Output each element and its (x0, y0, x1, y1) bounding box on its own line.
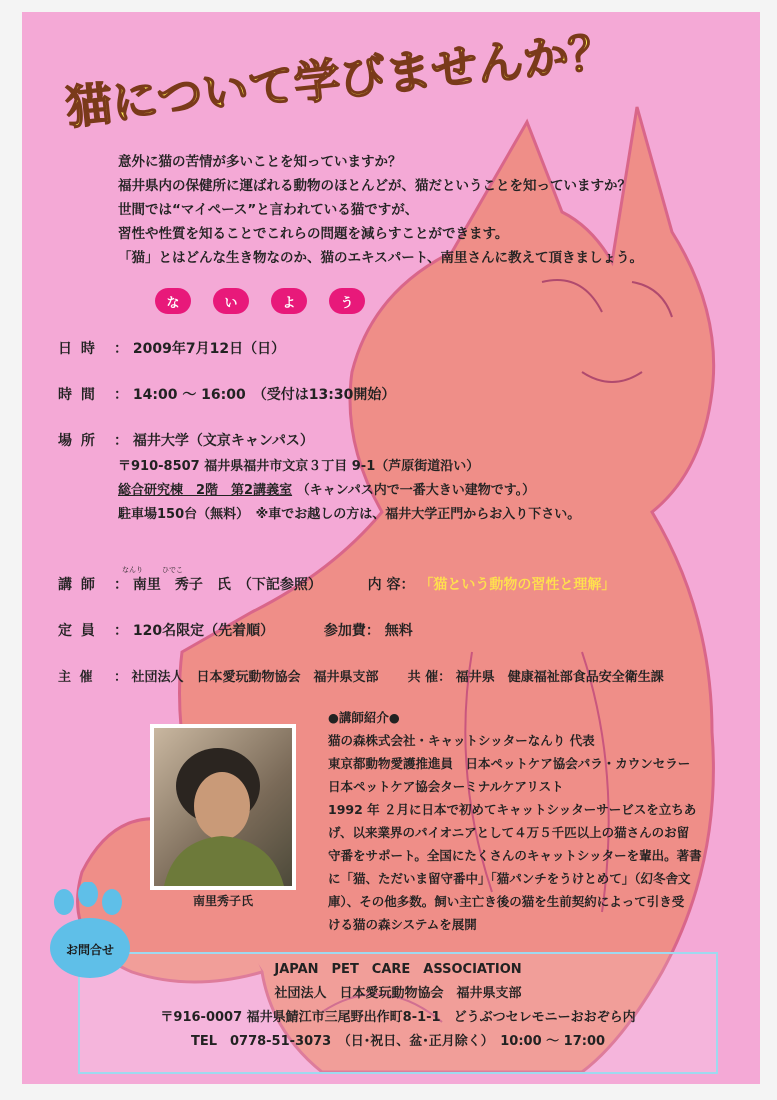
page-title (22, 12, 760, 162)
bio-line: 東京都動物愛護推進員 日本ペットケア協会パラ・カウンセラー (328, 756, 691, 771)
intro-line: 「猫」とはどんな生き物なのか、猫のエキスパート、南里さんに教えて頂きましょう。 (118, 250, 644, 266)
intro-line: 習性や性質を知ることでこれらの問題を減らすことができます。 (118, 226, 509, 242)
lecturer-row: 講 師 ： 南里 秀子 氏 （下記参照） 内 容： 「猫という動物の習性と理解」 (58, 574, 615, 594)
heading-tag: う (329, 288, 365, 314)
lecturer-bio (328, 706, 748, 936)
bio-line: 守番をサポート。全国にたくさんのキャットシッターを輩出。著書 (328, 848, 702, 863)
place-address: 〒910-8507 福井県福井市文京３丁目 9-1（芦原街道沿い） (118, 459, 480, 474)
lecturer-ruby: なんり (122, 566, 143, 574)
title-text: 猫について学びませんか？ (63, 23, 618, 135)
heading-tag: な (155, 288, 191, 314)
lecturer-photo (150, 724, 296, 890)
date-label: 日 時 (58, 341, 97, 357)
contact-address: 〒916-0007 福井県鯖江市三尾野出作町8-1-1 どうぶつセレモニーおおぞら内 (160, 1010, 636, 1025)
contact-org-jp: 社団法人 日本愛玩動物協会 福井県支部 (274, 986, 522, 1001)
place-label: 場 所 (58, 433, 97, 449)
flyer-page (22, 12, 760, 1084)
place-row: 場 所 ： 福井大学（文京キャンパス） (58, 430, 314, 450)
fee-label: 参加費 (323, 623, 366, 639)
portrait-drawing (154, 728, 292, 886)
intro-line: 意外に猫の苦情が多いことを知っていますか？ (118, 154, 402, 170)
heading-tag: よ (271, 288, 307, 314)
capacity-value: 120名限定（先着順） (132, 623, 275, 639)
contact-phone: TEL 0778-51-3073 （日･祝日、盆･正月除く） 10:00 ～ 17:00 (190, 1034, 606, 1049)
bio-line: ける猫の森システムを展開 (328, 917, 477, 932)
place-building-row (118, 479, 535, 498)
lecturer-value: 南里 秀子 氏 （下記参照） (132, 577, 322, 593)
cosponsor-value: 福井県 健康福祉部食品安全衛生課 (455, 670, 664, 685)
bio-line: 猫の森株式会社・キャットシッターなんり 代表 (328, 733, 595, 748)
date-value: 2009年7月12日（日） (132, 341, 286, 357)
time-label: 時 間 (58, 387, 97, 403)
bio-line: 1992 年 ２月に日本で初めてキャットシッターサービスを立ちあ (328, 802, 697, 817)
intro-line: 世間では“マイペース”と言われている猫ですが、 (118, 202, 419, 218)
place-value: 福井大学（文京キャンパス） (132, 433, 314, 449)
lecturer-label: 講 師 (58, 577, 97, 593)
capacity-label: 定 員 (58, 623, 97, 639)
place-building-note: （キャンパス内で一番大きい建物です。） (296, 483, 536, 498)
bio-line: げ、以来業界のパイオニアとして４万５千匹以上の猫さんのお留 (328, 825, 690, 840)
intro-text (118, 150, 748, 270)
date-row: 日 時 ： 2009年7月12日（日） (58, 338, 285, 358)
contact-org-en: JAPAN PET CARE ASSOCIATION (274, 962, 522, 977)
capacity-row: 定 員 ： 120名限定（先着順） 参加費： 無料 (58, 620, 413, 640)
organizer-value: 社団法人 日本愛玩動物協会 福井県支部 (131, 670, 379, 685)
bio-heading: ●講師紹介● (328, 710, 400, 725)
content-heading (155, 288, 365, 314)
fee-value: 無料 (384, 623, 413, 639)
bio-line: に「猫、ただいま留守番中」「猫パンチをうけとめて」（幻冬舎文 (328, 871, 691, 886)
content-value: 「猫という動物の習性と理解」 (419, 577, 616, 593)
organizer-label: 主 催 (58, 670, 95, 685)
organizer-row: 主 催 ： 社団法人 日本愛玩動物協会 福井県支部 共 催： 福井県 健康福祉部食品安全衛生課 (58, 666, 664, 685)
photo-image (154, 728, 292, 886)
cosponsor-label: 共 催 (407, 670, 439, 685)
content-label: 内 容 (367, 577, 401, 593)
bio-line: 庫）、その他多数。飼い主亡き後の猫を生前契約によって引き受 (328, 894, 685, 909)
place-parking: 駐車場150台（無料） ※車でお越しの方は、福井大学正門からお入り下さい。 (118, 507, 581, 522)
time-value: 14:00 ～ 16:00 （受付は13:30開始） (132, 387, 396, 403)
heading-tag: い (213, 288, 249, 314)
bio-line: 日本ペットケア協会ターミナルケアリスト (328, 779, 564, 794)
lecturer-ruby: ひでこ (162, 566, 183, 574)
photo-caption: 南里秀子氏 (192, 894, 253, 908)
contact-badge: お問合せ (65, 943, 115, 957)
place-building: 総合研究棟 2階 第2講義室 (118, 483, 293, 498)
time-row: 時 間 ： 14:00 ～ 16:00 （受付は13:30開始） (58, 384, 395, 404)
intro-line: 福井県内の保健所に運ばれる動物のほとんどが、猫だということを知っていますか？ (118, 178, 631, 194)
